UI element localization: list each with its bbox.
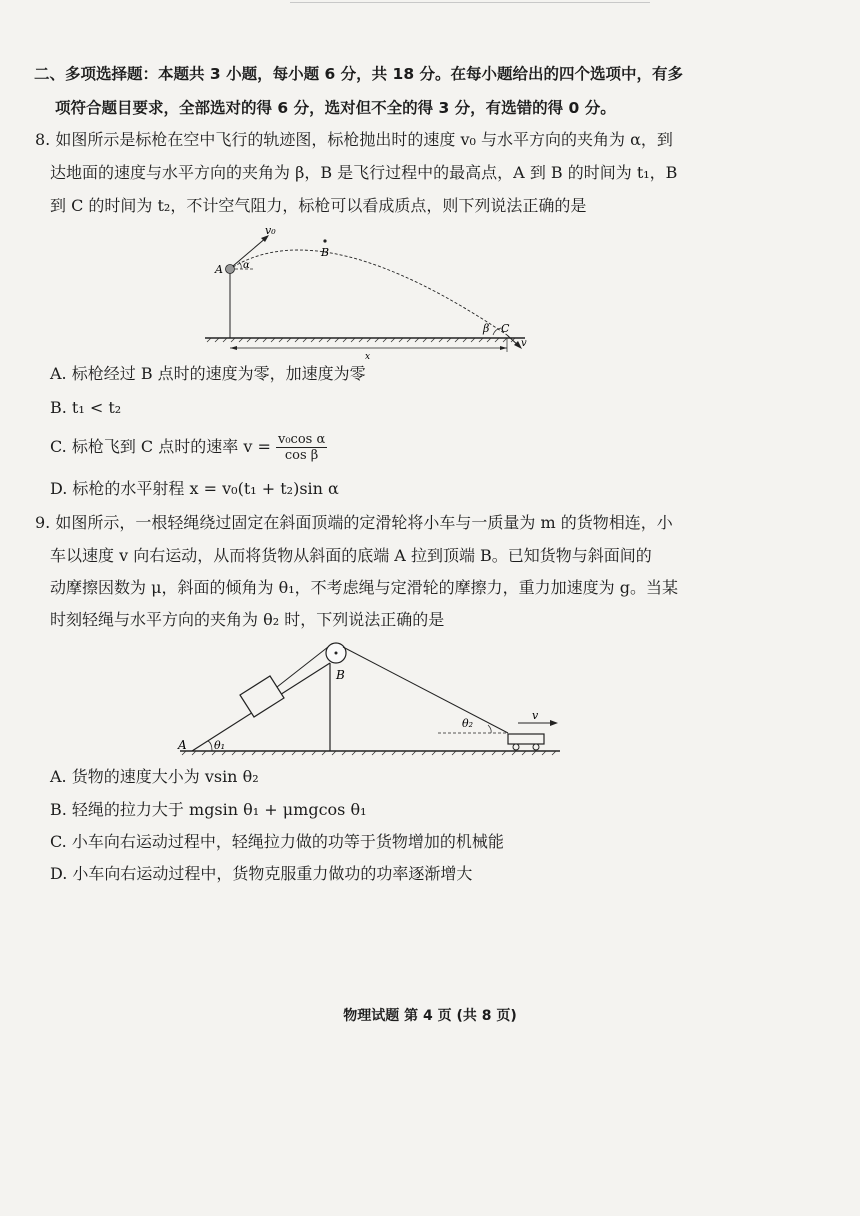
section-heading-line1: 二、多项选择题：本题共 3 小题，每小题 6 分，共 18 分。在每小题给出的四个选项中，有多 [34, 65, 684, 83]
q8-option-c-text: C. 标枪飞到 C 点时的速率 v = [50, 437, 271, 456]
cart-wheel-right [533, 744, 539, 750]
label-c: C [501, 322, 510, 335]
section-heading-line2: 项符合题目要求，全部选对的得 6 分，选对但不全的得 3 分，有选错的得 0 分。 [55, 99, 616, 117]
q8-option-c-fraction [276, 432, 327, 463]
cart-body [508, 734, 544, 744]
q9-stem-line3: 动摩擦因数为 μ，斜面的倾角为 θ₁，不考虑绳与定滑轮的摩擦力，重力加速度为 g。当某 [50, 578, 678, 597]
q9-option-a: A. 货物的速度大小为 vsin θ₂ [50, 767, 259, 786]
q8-javelin-trajectory-figure [195, 222, 540, 362]
q8-option-d: D. 标枪的水平射程 x = v₀(t₁ + t₂)sin α [50, 479, 339, 498]
q8-option-c [50, 432, 327, 463]
label-a: A [215, 263, 223, 276]
label-theta2: θ₂ [462, 717, 474, 730]
q9-option-b: B. 轻绳的拉力大于 mgsin θ₁ + μmgcos θ₁ [50, 800, 367, 819]
q8-option-a: A. 标枪经过 B 点时的速度为零，加速度为零 [50, 364, 366, 383]
page-footer: 物理试题 第 4 页 (共 8 页) [343, 1008, 517, 1024]
label-alpha: α [243, 260, 250, 271]
q9-option-c: C. 小车向右运动过程中，轻绳拉力做的功等于货物增加的机械能 [50, 832, 504, 851]
label-v: v [521, 338, 527, 349]
q9-option-d: D. 小车向右运动过程中，货物克服重力做功的功率逐渐增大 [50, 864, 473, 883]
v0-arrow [233, 237, 267, 266]
q8-stem-line2: 达地面的速度与水平方向的夹角为 β，B 是飞行过程中的最高点，A 到 B 的时间为 t₁，B [50, 163, 678, 182]
label-theta1: θ₁ [214, 739, 226, 752]
rope-to-cart [343, 647, 508, 733]
trajectory-path [233, 250, 507, 335]
q9-stem-line2: 车以速度 v 向右运动，从而将货物从斜面的底端 A 拉到顶端 B。已知货物与斜面间的 [50, 546, 652, 565]
q8-stem-line3: 到 C 的时间为 t₂，不计空气阻力，标枪可以看成质点，则下列说法正确的是 [50, 196, 587, 215]
q8-stem-line1: 8. 如图所示是标枪在空中飞行的轨迹图，标枪抛出时的速度 v₀ 与水平方向的夹角为 α，到 [35, 130, 673, 149]
scan-top-edge [290, 2, 650, 3]
highest-point-b [323, 239, 326, 242]
label-v: v [532, 709, 539, 722]
cart-wheel-left [513, 744, 519, 750]
label-beta: β [483, 322, 490, 335]
q9-stem-line1: 9. 如图所示，一根轻绳绕过固定在斜面顶端的定滑轮将小车与一质量为 m 的货物相连，小 [35, 513, 673, 532]
label-v0: v₀ [265, 224, 276, 237]
q8-option-c-numerator: v₀cos α [277, 432, 326, 447]
label-b: B [336, 668, 345, 682]
cargo-block [240, 676, 284, 717]
q8-option-c-denominator: cos β [284, 448, 319, 463]
label-b: B [321, 246, 330, 259]
q9-pulley-incline-figure [170, 635, 570, 765]
label-a: A [178, 738, 187, 752]
q8-option-b: B. t₁ < t₂ [50, 398, 122, 417]
label-x: x [365, 352, 371, 362]
q9-stem-line4: 时刻轻绳与水平方向的夹角为 θ₂ 时，下列说法正确的是 [50, 610, 445, 629]
